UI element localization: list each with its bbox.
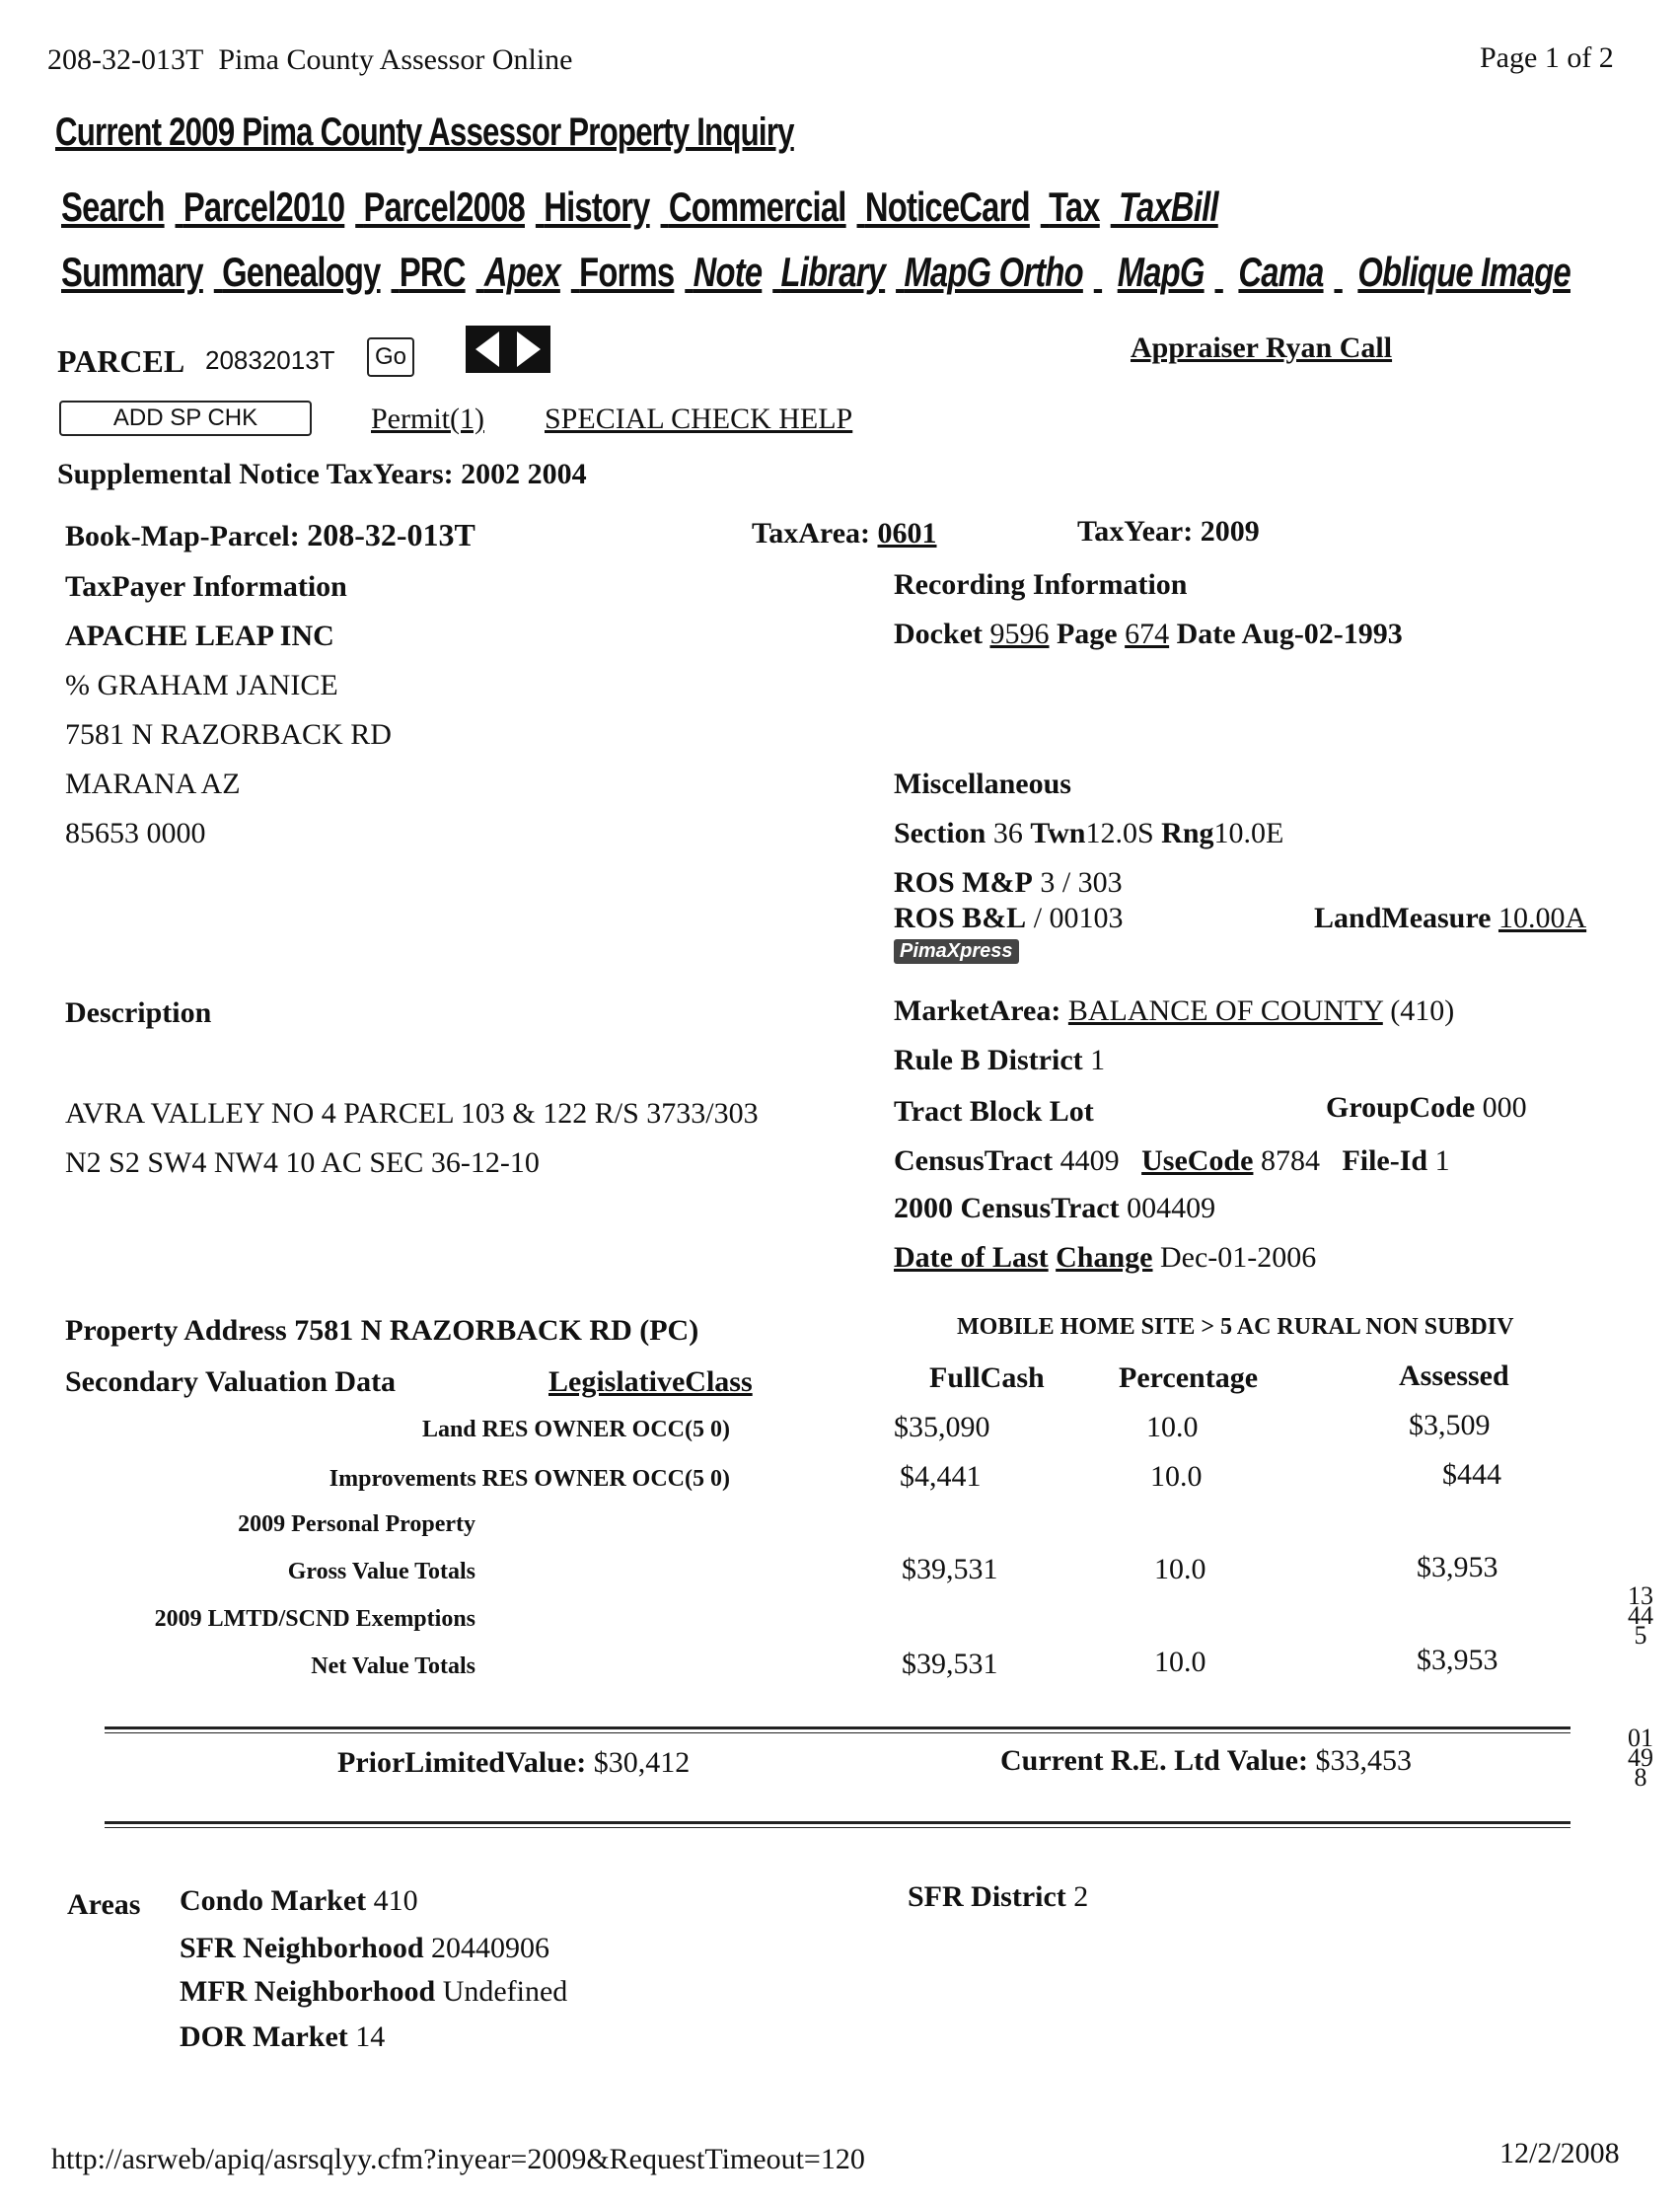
rng-value: 10.0E <box>1213 817 1284 849</box>
condo-market-value: 410 <box>373 1884 418 1917</box>
bmp-value: 208-32-013T <box>307 517 475 552</box>
supplemental-notice: Supplemental Notice TaxYears: 2002 2004 <box>57 458 587 490</box>
property-address <box>65 1314 698 1348</box>
nav-row-2 <box>61 249 1680 296</box>
tax-year <box>1077 515 1260 549</box>
val-row-land-fullcash: $35,090 <box>894 1411 990 1443</box>
section-value: 36 <box>992 817 1023 849</box>
prior-limited-value <box>337 1746 690 1780</box>
page-title: Current 2009 Pima County Assessor Property Inquiry <box>55 110 794 154</box>
date-value: Aug-02-1993 <box>1241 618 1403 650</box>
val-row-improvements-percentage: 10.0 <box>1150 1460 1203 1493</box>
group-code-label: GroupCode <box>1326 1091 1476 1124</box>
census2000-label: 2000 CensusTract <box>894 1192 1120 1224</box>
market-area-label: MarketArea: <box>894 994 1061 1027</box>
description-line-2: N2 S2 SW4 NW4 10 AC SEC 36-12-10 <box>65 1146 540 1179</box>
tax-area <box>752 517 937 551</box>
mfr-neighborhood <box>180 1975 567 2009</box>
ros-bl-label: ROS B&L <box>894 902 1027 934</box>
prev-next-arrows <box>466 326 550 373</box>
nav-search-link[interactable]: Search <box>61 184 165 230</box>
val-row-land-label: Land RES OWNER OCC(5 0) <box>421 1417 730 1442</box>
use-code-value: 8784 <box>1260 1144 1320 1177</box>
taxpayer-zip: 85653 0000 <box>65 817 206 849</box>
mfr-neighborhood-label: MFR Neighborhood <box>180 1975 436 2008</box>
val-row-improvements-fullcash: $4,441 <box>900 1460 982 1493</box>
recording-docket <box>894 618 1403 651</box>
special-check-help-link[interactable]: SPECIAL CHECK HELP <box>545 403 853 435</box>
census2000-value: 004409 <box>1127 1192 1216 1224</box>
taxpayer-street: 7581 N RAZORBACK RD <box>65 718 392 751</box>
footer-date: 12/2/2008 <box>1499 2137 1620 2169</box>
property-address-value: 7581 N RAZORBACK RD (PC) <box>294 1314 699 1347</box>
nav-summary-link[interactable]: Summary <box>61 249 203 295</box>
mfr-neighborhood-value: Undefined <box>442 1975 568 2008</box>
header-parcel-ref: 208-32-013T <box>47 43 204 76</box>
twn-value: 12.0S <box>1085 817 1154 849</box>
rule-b-district <box>894 1044 1105 1077</box>
nav-mapg-link[interactable]: MapG <box>1117 249 1205 295</box>
valuation-heading: Secondary Valuation Data <box>65 1365 397 1398</box>
file-id-label: File-Id <box>1342 1144 1428 1177</box>
current-ltd-amount: $33,453 <box>1315 1744 1412 1777</box>
val-row-personal-property-label: 2009 Personal Property <box>238 1511 475 1537</box>
census-tract-value: 4409 <box>1059 1144 1120 1177</box>
nav-parcel2008-link[interactable]: Parcel2008 <box>363 184 525 230</box>
date-label: Date <box>1176 618 1236 650</box>
val-row-gross-fullcash: $39,531 <box>902 1553 998 1585</box>
val-row-land-assessed: $3,509 <box>1409 1409 1491 1441</box>
parcel-input[interactable]: 20832013T <box>205 345 335 375</box>
prior-limited-amount: $30,412 <box>593 1746 691 1779</box>
go-button[interactable]: Go <box>367 337 414 377</box>
page-label: Page <box>1056 618 1118 650</box>
ros-bl <box>894 902 1124 935</box>
change-link[interactable]: Change <box>1056 1241 1153 1274</box>
land-measure-value[interactable]: 10.00A <box>1497 902 1587 934</box>
census-2000 <box>894 1192 1215 1225</box>
dor-market-label: DOR Market <box>180 2020 348 2053</box>
areas-label: Areas <box>67 1888 141 1921</box>
nav-noticecard-link[interactable]: NoticeCard <box>864 184 1030 230</box>
val-row-net-label: Net Value Totals <box>311 1653 475 1679</box>
stamp-bottom-number: 01498 <box>1628 1724 1653 1792</box>
description-line-1: AVRA VALLEY NO 4 PARCEL 103 & 122 R/S 3733/303 <box>65 1097 759 1130</box>
nav-parcel2010-link[interactable]: Parcel2010 <box>183 184 345 230</box>
nav-commercial-link[interactable]: Commercial <box>668 184 846 230</box>
nav-oblique-image-link[interactable]: Oblique Image <box>1357 249 1570 295</box>
nav-row-1 <box>61 184 1559 231</box>
nav-tax-link[interactable]: Tax <box>1049 184 1100 230</box>
last-change-label[interactable]: Date of Last <box>894 1241 1049 1274</box>
bmp-label: Book-Map-Parcel: <box>65 520 300 552</box>
nav-apex-link[interactable]: Apex <box>483 249 560 295</box>
dor-market-value: 14 <box>355 2020 386 2053</box>
next-arrow-icon[interactable] <box>517 331 541 367</box>
sfr-district <box>908 1880 1088 1914</box>
ros-bl-value: / 00103 <box>1033 902 1124 934</box>
docket-label: Docket <box>894 618 983 650</box>
twn-label: Twn <box>1030 817 1086 849</box>
sfr-district-value: 2 <box>1073 1880 1089 1913</box>
col-assessed: Assessed <box>1399 1359 1509 1392</box>
section-twn-rng <box>894 817 1283 850</box>
col-percentage: Percentage <box>1119 1361 1259 1394</box>
appraiser-link[interactable]: Appraiser Ryan Call <box>1131 331 1393 364</box>
taxpayer-heading: TaxPayer Information <box>65 570 347 603</box>
prior-limited-label: PriorLimitedValue: <box>337 1746 587 1779</box>
page-link[interactable]: 674 <box>1125 618 1170 650</box>
last-change-value: Dec-01-2006 <box>1160 1241 1317 1274</box>
nav-genealogy-link[interactable]: Genealogy <box>222 249 381 295</box>
market-area <box>894 994 1454 1028</box>
nav-mapg-ortho-link[interactable]: MapG Ortho <box>904 249 1083 295</box>
sfr-neighborhood-value: 20440906 <box>431 1932 550 1964</box>
current-ltd-value <box>1000 1744 1412 1778</box>
nav-cama-link[interactable]: Cama <box>1238 249 1324 295</box>
tax-year-value: 2009 <box>1200 515 1260 548</box>
val-row-net-percentage: 10.0 <box>1154 1646 1206 1678</box>
market-area-code: (410) <box>1390 994 1455 1027</box>
legislative-class-link[interactable]: LegislativeClass <box>548 1365 753 1398</box>
group-code <box>1326 1091 1527 1125</box>
header-site-name: Pima County Assessor Online <box>218 43 573 76</box>
nav-taxbill-link[interactable]: TaxBill <box>1119 184 1218 230</box>
current-ltd-label: Current R.E. Ltd Value: <box>1000 1744 1308 1777</box>
ros-mp <box>894 866 1123 900</box>
condo-market-label: Condo Market <box>180 1884 367 1917</box>
taxpayer-care-of: % GRAHAM JANICE <box>65 669 338 701</box>
nav-history-link[interactable]: History <box>544 184 650 230</box>
val-row-gross-percentage: 10.0 <box>1154 1553 1206 1585</box>
group-code-value: 000 <box>1482 1091 1527 1124</box>
val-row-gross-assessed: $3,953 <box>1417 1551 1498 1583</box>
val-row-net-assessed: $3,953 <box>1417 1644 1498 1676</box>
page-header <box>47 43 573 77</box>
divider-top-thin <box>105 1732 1570 1733</box>
land-measure <box>1314 902 1586 935</box>
stamp-top-number: 13445 <box>1628 1581 1653 1650</box>
dor-market <box>180 2020 385 2054</box>
misc-heading: Miscellaneous <box>894 768 1071 800</box>
divider-top <box>105 1726 1570 1729</box>
condo-market <box>180 1884 418 1918</box>
prev-arrow-icon[interactable] <box>475 331 499 367</box>
ros-mp-value: 3 / 303 <box>1040 866 1123 899</box>
val-row-improvements-label: Improvements RES OWNER OCC(5 0) <box>329 1466 730 1492</box>
parcel-label: PARCEL <box>57 343 185 379</box>
add-sp-chk-button[interactable]: ADD SP CHK <box>59 401 312 436</box>
file-id-value: 1 <box>1434 1144 1450 1177</box>
property-address-label: Property Address <box>65 1314 287 1347</box>
section-label: Section <box>894 817 986 849</box>
tax-area-label: TaxArea: <box>752 517 870 550</box>
val-row-exemptions-label: 2009 LMTD/SCND Exemptions <box>154 1606 475 1632</box>
taxpayer-city: MARANA AZ <box>65 768 241 800</box>
val-row-net-fullcash: $39,531 <box>902 1648 998 1680</box>
market-area-link[interactable]: BALANCE OF COUNTY <box>1067 994 1383 1027</box>
census-use-file <box>894 1144 1450 1178</box>
census-tract-label: CensusTract <box>894 1144 1054 1177</box>
val-row-land-percentage: 10.0 <box>1146 1411 1199 1443</box>
tax-year-label: TaxYear: <box>1077 515 1194 548</box>
taxpayer-name: APACHE LEAP INC <box>65 620 334 652</box>
divider-bottom <box>105 1821 1570 1824</box>
nav-library-link[interactable]: Library <box>780 249 886 295</box>
tax-area-value[interactable]: 0601 <box>877 517 937 550</box>
book-map-parcel <box>65 517 475 553</box>
col-fullcash: FullCash <box>929 1361 1045 1394</box>
property-use-description: MOBILE HOME SITE > 5 AC RURAL NON SUBDIV <box>957 1314 1514 1340</box>
use-code-link[interactable]: UseCode <box>1141 1144 1254 1177</box>
ros-mp-label: ROS M&P <box>894 866 1033 899</box>
date-of-last-change <box>894 1241 1316 1275</box>
val-row-improvements-assessed: $444 <box>1442 1458 1501 1491</box>
recording-heading: Recording Information <box>894 568 1188 601</box>
page-number: Page 1 of 2 <box>1480 41 1614 74</box>
land-measure-label: LandMeasure <box>1314 902 1492 934</box>
val-row-gross-label: Gross Value Totals <box>287 1559 475 1584</box>
nav-prc-link[interactable]: PRC <box>399 249 466 295</box>
docket-link[interactable]: 9596 <box>989 618 1050 650</box>
rng-label: Rng <box>1161 817 1214 849</box>
rule-b-label: Rule B District <box>894 1044 1083 1076</box>
nav-forms-link[interactable]: Forms <box>579 249 675 295</box>
pimaxpress-button[interactable]: PimaXpress <box>894 939 1019 964</box>
sfr-district-label: SFR District <box>908 1880 1066 1913</box>
nav-note-link[interactable]: Note <box>693 249 763 295</box>
sfr-neighborhood <box>180 1932 549 1965</box>
sfr-neighborhood-label: SFR Neighborhood <box>180 1932 424 1964</box>
tract-block-lot: Tract Block Lot <box>894 1095 1094 1128</box>
footer-url: http://asrweb/apiq/asrsqlyy.cfm?inyear=2009&RequestTimeout=120 <box>51 2143 865 2175</box>
permit-link[interactable]: Permit(1) <box>371 403 484 435</box>
rule-b-value: 1 <box>1090 1044 1106 1076</box>
divider-bottom-thin <box>105 1827 1570 1828</box>
description-heading: Description <box>65 996 212 1029</box>
